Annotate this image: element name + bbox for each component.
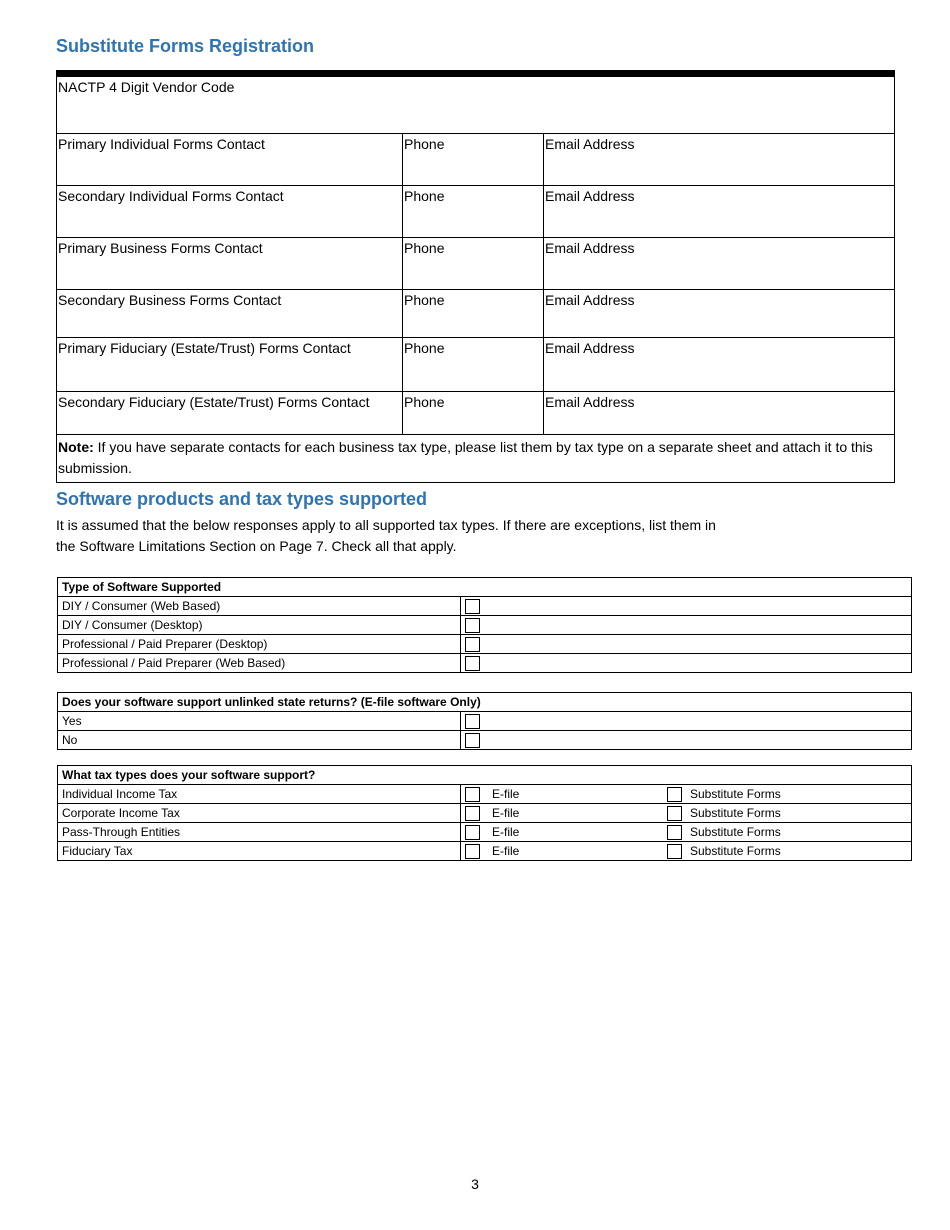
checkbox[interactable] — [465, 714, 480, 729]
checkbox[interactable] — [465, 733, 480, 748]
checkbox-cell — [461, 654, 912, 673]
contact-name-field[interactable]: Secondary Business Forms Contact — [57, 290, 403, 338]
substitute-forms-label: Substitute Forms — [690, 787, 781, 801]
options-cell — [461, 842, 912, 861]
options-cell — [461, 823, 912, 842]
tax-types-table — [57, 765, 912, 861]
efile-label: E-file — [492, 787, 520, 801]
contact-row — [57, 338, 895, 392]
options-cell — [461, 804, 912, 823]
checkbox-cell — [461, 712, 912, 731]
substitute-forms-checkbox[interactable] — [667, 844, 682, 859]
row-label: DIY / Consumer (Desktop) — [58, 616, 461, 635]
table-header: Does your software support unlinked state returns? (E-file software Only) — [58, 693, 912, 712]
note-label: Note: — [58, 439, 94, 455]
efile-label: E-file — [492, 825, 520, 839]
efile-checkbox[interactable] — [465, 806, 480, 821]
contact-name-field[interactable]: Secondary Individual Forms Contact — [57, 186, 403, 238]
substitute-forms-label: Substitute Forms — [690, 825, 781, 839]
contact-phone-field[interactable]: Phone — [403, 392, 544, 435]
intro-line-2: the Software Limitations Section on Page 7. Check all that apply. — [56, 538, 457, 554]
table-row — [58, 712, 912, 731]
table-row — [58, 823, 912, 842]
checkbox[interactable] — [465, 637, 480, 652]
contact-row — [57, 186, 895, 238]
software-type-table — [57, 577, 912, 673]
row-label: Yes — [58, 712, 461, 731]
efile-label: E-file — [492, 844, 520, 858]
contact-phone-field[interactable]: Phone — [403, 186, 544, 238]
row-label: DIY / Consumer (Web Based) — [58, 597, 461, 616]
contact-row — [57, 392, 895, 435]
contact-email-field[interactable]: Email Address — [544, 186, 895, 238]
checkbox[interactable] — [465, 618, 480, 633]
checkbox-cell — [461, 597, 912, 616]
efile-checkbox[interactable] — [465, 825, 480, 840]
substitute-forms-label: Substitute Forms — [690, 806, 781, 820]
checkbox[interactable] — [465, 599, 480, 614]
vendor-code-field[interactable]: NACTP 4 Digit Vendor Code — [57, 74, 895, 134]
row-label: Individual Income Tax — [58, 785, 461, 804]
substitute-forms-checkbox[interactable] — [667, 787, 682, 802]
table-row — [58, 785, 912, 804]
note-cell — [57, 435, 895, 483]
efile-checkbox[interactable] — [465, 787, 480, 802]
efile-label: E-file — [492, 806, 520, 820]
table-row — [58, 597, 912, 616]
contact-email-field[interactable]: Email Address — [544, 338, 895, 392]
table-row — [58, 842, 912, 861]
checkbox-cell — [461, 635, 912, 654]
table-row — [58, 616, 912, 635]
section-heading-registration: Substitute Forms Registration — [56, 36, 315, 56]
contact-phone-field[interactable]: Phone — [403, 290, 544, 338]
note-text: If you have separate contacts for each business tax type, please list them by tax type on a separate sheet and attach it to this submission. — [58, 439, 873, 476]
contact-row — [57, 134, 895, 186]
table-header: Type of Software Supported — [58, 578, 912, 597]
row-label: No — [58, 731, 461, 750]
table-row — [58, 804, 912, 823]
table-row — [58, 635, 912, 654]
section-heading-software: Software products and tax types supported — [56, 489, 428, 509]
table-row — [58, 654, 912, 673]
checkbox[interactable] — [465, 656, 480, 671]
contact-row — [57, 290, 895, 338]
intro-line-1: It is assumed that the below responses apply to all supported tax types. If there are exceptions, list them in — [56, 517, 716, 533]
contact-email-field[interactable]: Email Address — [544, 392, 895, 435]
checkbox-cell — [461, 616, 912, 635]
contact-phone-field[interactable]: Phone — [403, 338, 544, 392]
contact-phone-field[interactable]: Phone — [403, 238, 544, 290]
efile-checkbox[interactable] — [465, 844, 480, 859]
row-label: Professional / Paid Preparer (Desktop) — [58, 635, 461, 654]
contact-name-field[interactable]: Secondary Fiduciary (Estate/Trust) Forms Contact — [57, 392, 403, 435]
substitute-forms-checkbox[interactable] — [667, 806, 682, 821]
options-cell — [461, 785, 912, 804]
row-label: Professional / Paid Preparer (Web Based) — [58, 654, 461, 673]
intro-text — [56, 515, 816, 557]
checkbox-cell — [461, 731, 912, 750]
contacts-table — [56, 70, 895, 483]
page-number: 3 — [471, 1176, 479, 1192]
row-label: Corporate Income Tax — [58, 804, 461, 823]
contact-phone-field[interactable]: Phone — [403, 134, 544, 186]
contact-name-field[interactable]: Primary Fiduciary (Estate/Trust) Forms Contact — [57, 338, 403, 392]
contact-name-field[interactable]: Primary Individual Forms Contact — [57, 134, 403, 186]
row-label: Fiduciary Tax — [58, 842, 461, 861]
substitute-forms-label: Substitute Forms — [690, 844, 781, 858]
substitute-forms-checkbox[interactable] — [667, 825, 682, 840]
unlinked-returns-table — [57, 692, 912, 750]
contact-email-field[interactable]: Email Address — [544, 238, 895, 290]
note-row — [57, 435, 895, 483]
vendor-code-row — [57, 74, 895, 134]
contact-email-field[interactable]: Email Address — [544, 290, 895, 338]
contact-email-field[interactable]: Email Address — [544, 134, 895, 186]
contact-row — [57, 238, 895, 290]
table-header: What tax types does your software support? — [58, 766, 912, 785]
row-label: Pass-Through Entities — [58, 823, 461, 842]
contact-name-field[interactable]: Primary Business Forms Contact — [57, 238, 403, 290]
table-row — [58, 731, 912, 750]
